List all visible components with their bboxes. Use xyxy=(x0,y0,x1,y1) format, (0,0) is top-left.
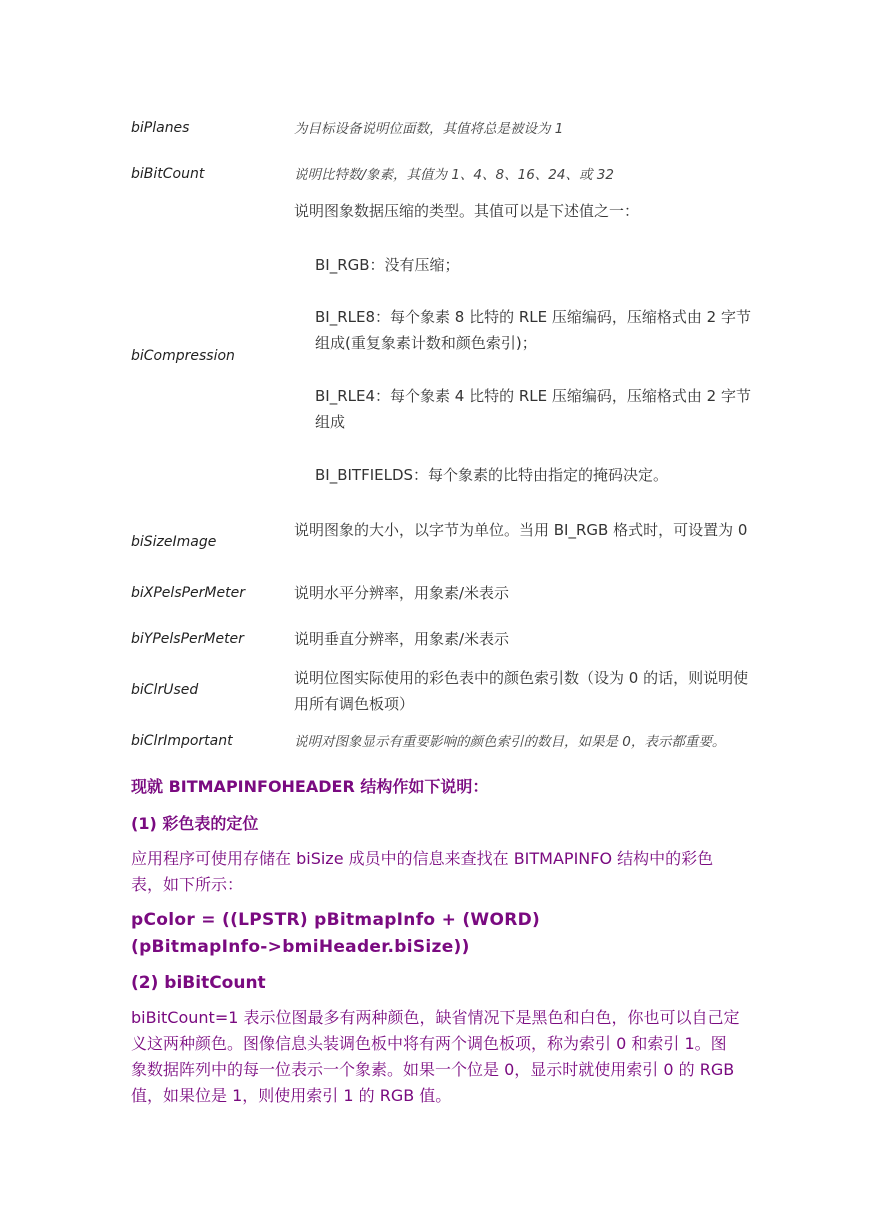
section-paragraph-1: 应用程序可使用存储在 biSize 成员中的信息来查找在 BITMAPINFO 结构中的彩色表，如下所示： xyxy=(131,849,714,894)
field-name: biPlanes xyxy=(131,120,190,136)
field-name: biXPelsPerMeter xyxy=(131,585,245,601)
compression-value: BI_RLE4：每个象素 4 比特的 RLE 压缩编码，压缩格式由 2 字节组成 xyxy=(315,387,751,431)
compression-value: BI_RGB：没有压缩； xyxy=(315,256,460,274)
section-intro: 现就 BITMAPINFOHEADER 结构作如下说明： xyxy=(131,777,489,796)
field-name: biCompression xyxy=(131,348,235,364)
field-desc: 为目标设备说明位面数，其值将总是被设为 1 xyxy=(294,121,564,137)
field-name: biSizeImage xyxy=(131,534,217,550)
field-desc: 说明图象数据压缩的类型。其值可以是下述值之一： xyxy=(294,202,640,220)
section-paragraph-2: biBitCount=1 表示位图最多有两种颜色，缺省情况下是黑色和白色，你也可以自己定义这两种颜色。图像信息头装调色板中将有两个调色板项，称为索引 0 和索引 1。图象数据阵列中的每一位表示一个象素。如果一个位是 0，显示时就使用索引 0 的 RGB 值，如果位是 1，则使用索引 1 的 RGB 值。 xyxy=(131,1008,740,1105)
field-name: biBitCount xyxy=(131,166,205,182)
section-heading-2: (2) biBitCount xyxy=(131,973,266,993)
field-desc: 说明垂直分辨率，用象素/米表示 xyxy=(294,630,510,648)
field-desc: 说明比特数/象素，其值为 1、4、8、16、24、或 32 xyxy=(294,167,614,183)
code-line-2: (pBitmapInfo->bmiHeader.biSize)) xyxy=(131,937,470,957)
code-line-1: pColor = ((LPSTR) pBitmapInfo + (WORD) xyxy=(131,910,541,930)
field-name: biClrImportant xyxy=(131,733,233,749)
field-name: biYPelsPerMeter xyxy=(131,631,244,647)
field-desc: 说明图象的大小，以字节为单位。当用 BI_RGB 格式时，可设置为 0 xyxy=(294,521,748,539)
field-desc: 说明对图象显示有重要影响的颜色索引的数目，如果是 0，表示都重要。 xyxy=(294,734,726,750)
compression-value: BI_RLE8：每个象素 8 比特的 RLE 压缩编码，压缩格式由 2 字节组成(重复象素计数和颜色索引)； xyxy=(315,308,751,352)
field-desc: 说明水平分辨率，用象素/米表示 xyxy=(294,584,510,602)
field-name: biClrUsed xyxy=(131,682,199,698)
section-heading-1: (1) 彩色表的定位 xyxy=(131,814,259,833)
field-desc: 说明位图实际使用的彩色表中的颜色索引数（设为 0 的话，则说明使用所有调色板项） xyxy=(294,669,749,713)
compression-value: BI_BITFIELDS：每个象素的比特由指定的掩码决定。 xyxy=(315,466,669,484)
